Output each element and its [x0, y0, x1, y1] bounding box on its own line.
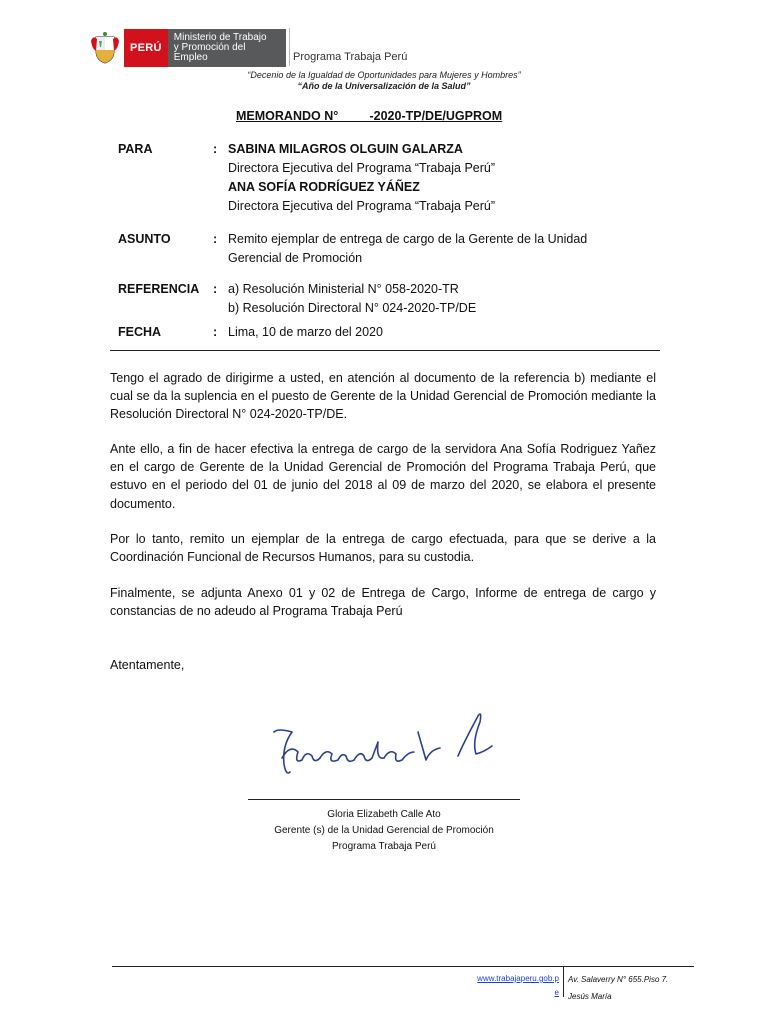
header-divider [110, 350, 660, 351]
referencia-label: REFERENCIA [118, 282, 200, 296]
footer-divider [112, 966, 694, 967]
asunto-colon: : [213, 232, 218, 246]
header-separator [289, 28, 290, 66]
memo-title: MEMORANDO N° -2020-TP/DE/UGPROM [236, 109, 503, 123]
ministry-line-1: Ministerio de Trabajo [173, 32, 267, 43]
decenio-motto: “Decenio de la Igualdad de Oportunidades para Mujeres y Hombres” [247, 70, 521, 80]
referencia-colon: : [213, 282, 218, 296]
handwritten-signature [268, 702, 496, 786]
asunto-label: ASUNTO [118, 232, 171, 246]
website-link-line-1[interactable]: www.trabajaperu.gob.p [477, 974, 559, 983]
referencia-line-1: a) Resolución Ministerial N° 058-2020-TR [228, 282, 459, 296]
program-name: Programa Trabaja Perú [293, 51, 408, 63]
body-paragraph-1: Tengo el agrado de dirigirme a usted, en atención al documento de la referencia b) mediante el cual se da la suplencia en el puesto de Gerente de la Unidad Gerencial de Promoción mediante la Resolución Directoral N° 024-2020-TP/DE. [110, 371, 656, 422]
referencia-value [228, 280, 476, 318]
body-paragraph-3: Por lo tanto, remito un ejemplar de la entrega de cargo efectuada, para que se derive a la Coordinación Funcional de Recursos Humanos, para su custodia. [110, 532, 656, 565]
recipient-role-2: Directora Ejecutiva del Programa “Trabaja Perú” [228, 199, 496, 213]
ministry-line-2: y Promoción del Empleo [173, 42, 246, 63]
body-paragraph-4: Finalmente, se adjunta Anexo 01 y 02 de Entrega de Cargo, Informe de entrega de cargo y constancias de no adeudo al Programa Trabaja Perú [110, 586, 656, 619]
fecha-colon: : [213, 325, 218, 339]
footer-separator [563, 967, 564, 997]
peru-label: PERÚ [124, 29, 168, 67]
fecha-label: FECHA [118, 325, 162, 339]
closing: Atentamente, [110, 658, 185, 672]
asunto-line-1: Remito ejemplar de entrega de cargo de la Gerente de la Unidad [228, 232, 588, 246]
asunto-value [228, 230, 587, 268]
website-link[interactable] [455, 972, 559, 1000]
ministry-logo [90, 29, 286, 67]
recipient-name-1: SABINA MILAGROS OLGUIN GALARZA [228, 142, 463, 156]
website-link-line-2[interactable]: e [554, 988, 559, 997]
recipient-role-1: Directora Ejecutiva del Programa “Trabaja Perú” [228, 161, 496, 175]
body-paragraph-2: Ante ello, a fin de hacer efectiva la entrega de cargo de la servidora Ana Sofía Rodriguez Yañez en el cargo de Gerente de la Unidad Gerencial de Promoción del Programa Trabaja Perú, que estuvo en el periodo del 01 de junio del 2018 al 09 de marzo del 2020, se elabora el presente documento. [110, 442, 656, 511]
fecha-value: Lima, 10 de marzo del 2020 [228, 325, 383, 339]
peru-coat-of-arms-icon [90, 31, 120, 65]
signer-name: Gloria Elizabeth Calle Ato [327, 809, 441, 820]
ministry-label [168, 29, 286, 67]
referencia-line-2: b) Resolución Directoral N° 024-2020-TP/DE [228, 301, 477, 315]
para-colon: : [213, 142, 218, 156]
asunto-line-2: Gerencial de Promoción [228, 251, 363, 265]
para-label: PARA [118, 142, 153, 156]
footer-address-line-1: Av. Salaverry N° 655.Piso 7. [568, 975, 669, 984]
signature-line [248, 799, 520, 800]
signer-role: Gerente (s) de la Unidad Gerencial de Promoción [274, 825, 494, 836]
year-motto: “Año de la Universalización de la Salud” [297, 81, 471, 91]
para-recipients [228, 140, 495, 216]
recipient-name-2: ANA SOFÍA RODRÍGUEZ YÁÑEZ [228, 180, 420, 194]
signer-program: Programa Trabaja Perú [332, 841, 436, 852]
footer-address-line-2: Jesús María [568, 992, 612, 1001]
